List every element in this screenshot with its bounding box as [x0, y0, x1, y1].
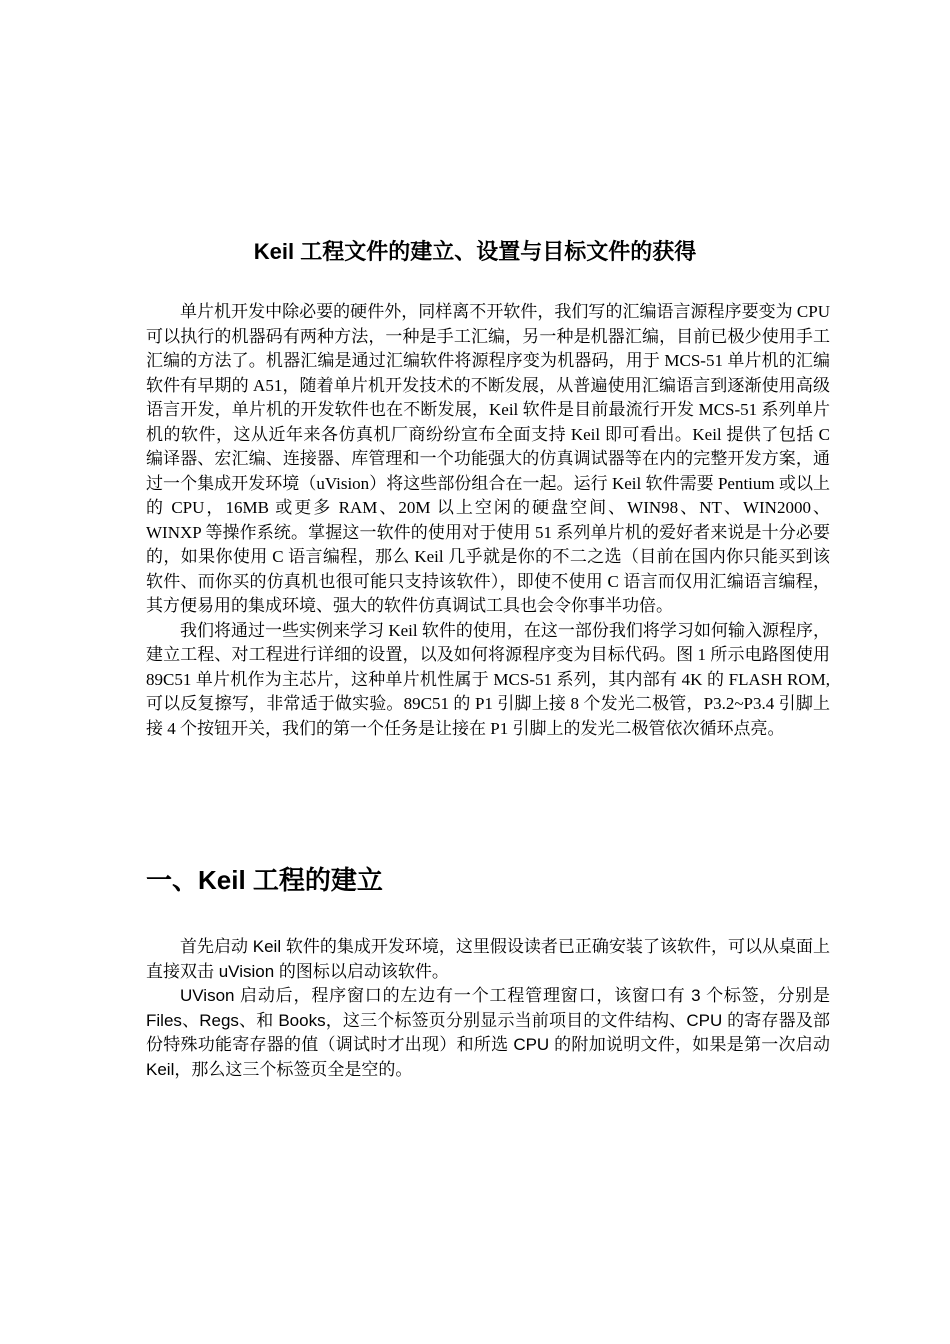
document-title: Keil 工程文件的建立、设置与目标文件的获得: [253, 239, 697, 264]
section-paragraph: UVison 启动后，程序窗口的左边有一个工程管理窗口，该窗口有 3 个标签，分别是 Files、Regs、和 Books，这三个标签页分别显示当前项目的文件结构、CPU 的寄存器及部份特殊功能寄存器的值（调试时才出现）和所选 CPU 的附加说明文件，如果是第一次启动 Keil，那么这三个标签页全是空的。: [146, 986, 830, 1079]
intro-section: [146, 300, 830, 741]
intro-paragraph: 我们将通过一些实例来学习 Keil 软件的使用，在这一部份我们将学习如何输入源程序，建立工程、对工程进行详细的设置，以及如何将源程序变为目标代码。图 1 所示电路图使用 89C51 单片机作为主芯片，这种单片机性属于 MCS-51 系列，其内部有 4K 的 FLASH ROM,可以反复擦写，非常适于做实验。89C51 的 P1 引脚上接 8 个发光二极管，P3.2~P3.4 引脚上接 4 个按钮开关，我们的第一个任务是让接在 P1 引脚上的发光二极管依次循环点亮。: [146, 620, 830, 738]
section-paragraph: 首先启动 Keil 软件的集成开发环境，这里假设读者已正确安装了该软件，可以从桌面上直接双击 uVision 的图标以启动该软件。: [146, 937, 830, 981]
section-1-body: [146, 935, 830, 1082]
intro-paragraph: 单片机开发中除必要的硬件外，同样离不开软件，我们写的汇编语言源程序要变为 CPU 可以执行的机器码有两种方法，一种是手工汇编，另一种是机器汇编，目前已极少使用手工汇编的方法了。机器汇编是通过汇编软件将源程序变为机器码，用于 MCS-51 单片机的汇编软件有早期的 A51，随着单片机开发技术的不断发展，从普遍使用汇编语言到逐渐使用高级语言开发，单片机的开发软件也在不断发展，Keil 软件是目前最流行开发 MCS-51 系列单片机的软件，这从近年来各仿真机厂商纷纷宣布全面支持 Keil 即可看出。Keil 提供了包括 C 编译器、宏汇编、连接器、库管理和一个功能强大的仿真调试器等在内的完整开发方案，通过一个集成开发环境（uVision）将这些部份组合在一起。运行 Keil 软件需要 Pentium 或以上的 CPU，16MB 或更多 RAM、20M 以上空闲的硬盘空间、WIN98、NT、WIN2000、WINXP 等操作系统。掌握这一软件的使用对于使用 51 系列单片机的爱好者来说是十分必要的，如果你使用 C 语言编程，那么 Keil 几乎就是你的不二之选（目前在国内你只能买到该软件、而你买的仿真机也很可能只支持该软件），即使不使用 C 语言而仅用汇编语言编程，其方便易用的集成环境、强大的软件仿真调试工具也会令你事半功倍。: [146, 302, 830, 615]
section-heading: 一、Keil 工程的建立: [146, 865, 383, 895]
